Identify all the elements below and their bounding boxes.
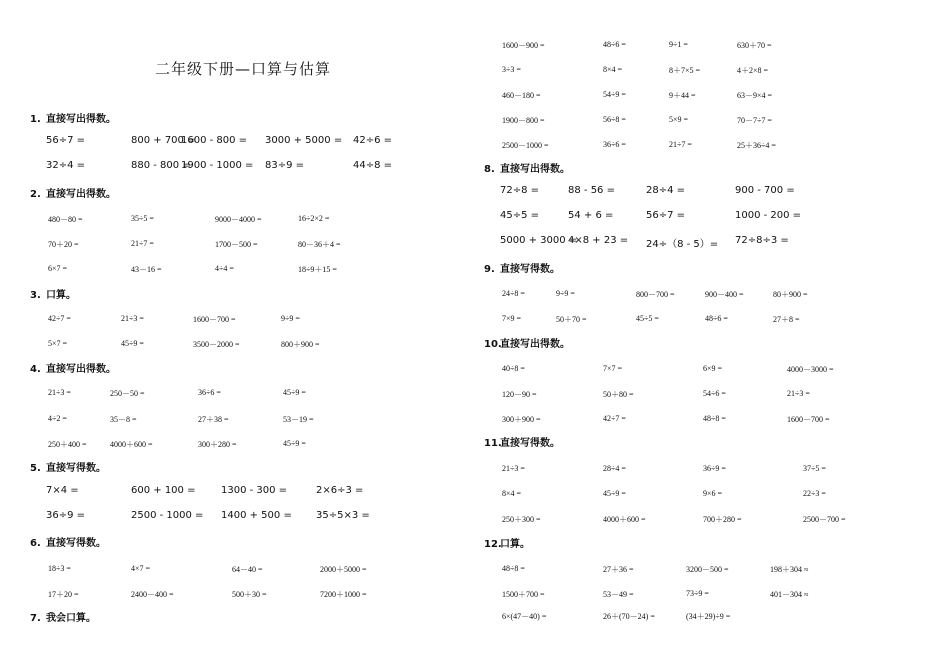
arithmetic-problem: 28÷4 =: [646, 185, 686, 196]
section-number: 5.: [30, 463, 41, 474]
arithmetic-problem: 250＋300 =: [502, 515, 541, 524]
section-heading: [484, 160, 570, 175]
section-heading-text: 直接写得数。: [46, 538, 106, 549]
arithmetic-problem: 43－16 =: [131, 265, 162, 274]
arithmetic-problem: 3000 + 5000 =: [265, 135, 343, 146]
arithmetic-problem: 2×6÷3 =: [316, 485, 364, 496]
arithmetic-problem: 54÷6 =: [703, 389, 726, 398]
arithmetic-problem: 4000－3000 =: [787, 365, 834, 374]
arithmetic-problem: 1300 - 300 =: [221, 485, 288, 496]
section-number: 9.: [484, 264, 495, 275]
arithmetic-problem: 35÷5 =: [131, 214, 154, 223]
arithmetic-problem: 7200＋1000 =: [320, 590, 367, 599]
section-number: 1.: [30, 114, 41, 125]
arithmetic-problem: 3500－2000 =: [193, 340, 240, 349]
arithmetic-problem: 32÷4 =: [46, 160, 86, 171]
section-number: 8.: [484, 164, 495, 175]
arithmetic-problem: 50＋80 =: [603, 390, 634, 399]
arithmetic-problem: 9×6 =: [703, 489, 723, 498]
arithmetic-problem: 27＋38 =: [198, 415, 229, 424]
arithmetic-problem: 4×8 + 23 =: [568, 235, 629, 246]
arithmetic-problem: 3200－500 =: [686, 565, 729, 574]
arithmetic-problem: 21÷3 =: [48, 388, 71, 397]
arithmetic-problem: 40÷8 =: [502, 364, 525, 373]
arithmetic-problem: 1700－500 =: [215, 240, 258, 249]
arithmetic-problem: 5000 + 3000 =: [500, 235, 578, 246]
arithmetic-problem: 4＋2×8 =: [737, 66, 769, 75]
arithmetic-problem: 9÷1 =: [669, 40, 688, 49]
arithmetic-problem: 7×9 =: [502, 314, 522, 323]
arithmetic-problem: 9＋44 =: [669, 91, 696, 100]
arithmetic-problem: 48÷6 =: [603, 40, 626, 49]
arithmetic-problem: 900 - 700 =: [735, 185, 795, 196]
section-heading-text: 直接写出得数。: [46, 114, 116, 125]
section-number: 6.: [30, 538, 41, 549]
section-number: 3.: [30, 290, 41, 301]
arithmetic-problem: 1600－900 =: [502, 41, 545, 50]
arithmetic-problem: 70－7÷7 =: [737, 116, 772, 125]
arithmetic-problem: 9÷9 =: [556, 289, 575, 298]
arithmetic-problem: 300＋280 =: [198, 440, 237, 449]
arithmetic-problem: (34＋29)÷9 =: [686, 612, 731, 621]
arithmetic-problem: 54÷9 =: [603, 90, 626, 99]
arithmetic-problem: 88 - 56 =: [568, 185, 615, 196]
arithmetic-problem: 300＋900 =: [502, 415, 541, 424]
section-heading-text: 直接写出得数。: [46, 189, 116, 200]
arithmetic-problem: 1600－700 =: [193, 315, 236, 324]
arithmetic-problem: 4÷2 =: [48, 414, 67, 423]
arithmetic-problem: 45÷5 =: [500, 210, 540, 221]
arithmetic-problem: 21÷7 =: [669, 140, 692, 149]
section-number: 7.: [30, 613, 41, 624]
arithmetic-problem: 26＋(70－24) =: [603, 612, 655, 621]
arithmetic-problem: 500＋30 =: [232, 590, 267, 599]
arithmetic-problem: 45÷5 =: [636, 314, 659, 323]
arithmetic-problem: 800 + 700 =: [131, 135, 196, 146]
section-heading-text: 口算。: [500, 539, 530, 550]
arithmetic-problem: 27＋36 =: [603, 565, 634, 574]
arithmetic-problem: 401－304 ≈: [770, 590, 809, 599]
arithmetic-problem: 9000－4000 =: [215, 215, 262, 224]
arithmetic-problem: 56÷7 =: [46, 135, 86, 146]
arithmetic-problem: 6×(47－40) =: [502, 612, 547, 621]
arithmetic-problem: 600 + 100 =: [131, 485, 196, 496]
arithmetic-problem: 24÷（8 - 5）=: [646, 239, 719, 250]
arithmetic-problem: 5×7 =: [48, 339, 68, 348]
section-heading-text: 直接写得数。: [500, 264, 560, 275]
arithmetic-problem: 4÷4 =: [215, 264, 234, 273]
arithmetic-problem: 80＋900 =: [773, 290, 808, 299]
arithmetic-problem: 21÷3 =: [121, 314, 144, 323]
worksheet-title: 二年级下册—口算与估算: [154, 60, 331, 78]
arithmetic-problem: 21÷3 =: [787, 389, 810, 398]
arithmetic-problem: 35÷5×3 =: [316, 510, 370, 521]
arithmetic-problem: 1900 - 1000 =: [181, 160, 254, 171]
arithmetic-problem: 7×7 =: [603, 364, 623, 373]
arithmetic-problem: 5×9 =: [669, 115, 689, 124]
arithmetic-problem: 3÷3 =: [502, 65, 521, 74]
arithmetic-problem: 2400－400 =: [131, 590, 174, 599]
arithmetic-problem: 2500－1000 =: [502, 141, 549, 150]
arithmetic-problem: 45÷9 =: [603, 489, 626, 498]
section-number: 10.: [484, 339, 502, 350]
arithmetic-problem: 16÷2×2 =: [298, 214, 330, 223]
section-heading: [30, 286, 76, 301]
arithmetic-problem: 630＋70 =: [737, 41, 772, 50]
arithmetic-problem: 21÷7 =: [131, 239, 154, 248]
arithmetic-problem: 48÷6 =: [705, 314, 728, 323]
arithmetic-problem: 80－36＋4 =: [298, 240, 341, 249]
arithmetic-problem: 37÷5 =: [803, 464, 826, 473]
section-heading-text: 直接写得数。: [46, 463, 106, 474]
section-heading-text: 口算。: [46, 290, 76, 301]
arithmetic-problem: 50＋70 =: [556, 315, 587, 324]
arithmetic-problem: 83÷9 =: [265, 160, 305, 171]
arithmetic-problem: 900－400 =: [705, 290, 744, 299]
arithmetic-problem: 48÷8 =: [703, 414, 726, 423]
arithmetic-problem: 250－50 =: [110, 389, 145, 398]
arithmetic-problem: 4000＋600 =: [110, 440, 153, 449]
arithmetic-problem: 72÷8 =: [500, 185, 540, 196]
arithmetic-problem: 42÷6 =: [353, 135, 393, 146]
section-heading-text: 直接写出得数。: [500, 164, 570, 175]
arithmetic-problem: 800＋900 =: [281, 340, 320, 349]
section-heading: [484, 335, 570, 350]
arithmetic-problem: 8×4 =: [603, 65, 623, 74]
section-number: 4.: [30, 364, 41, 375]
arithmetic-problem: 7×4 =: [46, 485, 79, 496]
section-heading: [30, 110, 116, 125]
section-heading: [484, 260, 560, 275]
arithmetic-problem: 36÷6 =: [603, 140, 626, 149]
arithmetic-problem: 36÷6 =: [198, 388, 221, 397]
section-heading: [484, 434, 560, 449]
arithmetic-problem: 73÷9 =: [686, 589, 709, 598]
arithmetic-problem: 4×7 =: [131, 564, 151, 573]
arithmetic-problem: 45÷9 =: [121, 339, 144, 348]
arithmetic-problem: 880 - 800 =: [131, 160, 191, 171]
arithmetic-problem: 53－49 =: [603, 590, 634, 599]
arithmetic-problem: 2500－700 =: [803, 515, 846, 524]
arithmetic-problem: 1600－700 =: [787, 415, 830, 424]
arithmetic-problem: 1500＋700 =: [502, 590, 545, 599]
section-heading-text: 直接写出得数。: [46, 364, 116, 375]
arithmetic-problem: 45÷9 =: [283, 388, 306, 397]
arithmetic-problem: 9÷9 =: [281, 314, 300, 323]
arithmetic-problem: 8＋7×5 =: [669, 66, 701, 75]
arithmetic-problem: 480－80 =: [48, 215, 83, 224]
arithmetic-problem: 17＋20 =: [48, 590, 79, 599]
arithmetic-problem: 250＋400 =: [48, 440, 87, 449]
arithmetic-problem: 36÷9 =: [46, 510, 86, 521]
arithmetic-problem: 6×7 =: [48, 264, 68, 273]
arithmetic-problem: 42÷7 =: [48, 314, 71, 323]
arithmetic-problem: 24÷8 =: [502, 289, 525, 298]
arithmetic-problem: 1900－800 =: [502, 116, 545, 125]
arithmetic-problem: 28÷4 =: [603, 464, 626, 473]
arithmetic-problem: 8×4 =: [502, 489, 522, 498]
arithmetic-problem: 21÷3 =: [502, 464, 525, 473]
arithmetic-problem: 45÷9 =: [283, 439, 306, 448]
arithmetic-problem: 63－9×4 =: [737, 91, 773, 100]
arithmetic-problem: 2500 - 1000 =: [131, 510, 204, 521]
section-heading: [30, 459, 106, 474]
arithmetic-problem: 56÷7 =: [646, 210, 686, 221]
section-heading: [30, 360, 116, 375]
arithmetic-problem: 18÷9＋15 =: [298, 265, 337, 274]
section-number: 11.: [484, 438, 502, 449]
arithmetic-problem: 460－180 =: [502, 91, 541, 100]
arithmetic-problem: 2000＋5000 =: [320, 565, 367, 574]
arithmetic-problem: 18÷3 =: [48, 564, 71, 573]
arithmetic-problem: 6×9 =: [703, 364, 723, 373]
arithmetic-problem: 35－8 =: [110, 415, 137, 424]
section-number: 2.: [30, 189, 41, 200]
arithmetic-problem: 198＋304 ≈: [770, 565, 809, 574]
arithmetic-problem: 27＋8 =: [773, 315, 800, 324]
arithmetic-problem: 72÷8÷3 =: [735, 235, 789, 246]
arithmetic-problem: 120－90 =: [502, 390, 537, 399]
section-heading: [30, 185, 116, 200]
arithmetic-problem: 1600 - 800 =: [181, 135, 248, 146]
arithmetic-problem: 36÷9 =: [703, 464, 726, 473]
arithmetic-problem: 56÷8 =: [603, 115, 626, 124]
arithmetic-problem: 1400 + 500 =: [221, 510, 292, 521]
arithmetic-problem: 70＋20 =: [48, 240, 79, 249]
section-heading: [484, 535, 530, 550]
arithmetic-problem: 42÷7 =: [603, 414, 626, 423]
arithmetic-problem: 700＋280 =: [703, 515, 742, 524]
arithmetic-problem: 22÷3 =: [803, 489, 826, 498]
arithmetic-problem: 64－40 =: [232, 565, 263, 574]
arithmetic-problem: 25＋36÷4 =: [737, 141, 776, 150]
section-heading-text: 直接写出得数。: [500, 339, 570, 350]
section-number: 12.: [484, 539, 502, 550]
arithmetic-problem: 53－19 =: [283, 415, 314, 424]
arithmetic-problem: 800－700 =: [636, 290, 675, 299]
section-heading: [30, 609, 96, 624]
section-heading-text: 我会口算。: [46, 613, 96, 624]
section-heading: [30, 534, 106, 549]
arithmetic-problem: 54 + 6 =: [568, 210, 614, 221]
section-heading-text: 直接写得数。: [500, 438, 560, 449]
arithmetic-problem: 48÷8 =: [502, 564, 525, 573]
arithmetic-problem: 44÷8 =: [353, 160, 393, 171]
arithmetic-problem: 1000 - 200 =: [735, 210, 802, 221]
arithmetic-problem: 4000＋600 =: [603, 515, 646, 524]
